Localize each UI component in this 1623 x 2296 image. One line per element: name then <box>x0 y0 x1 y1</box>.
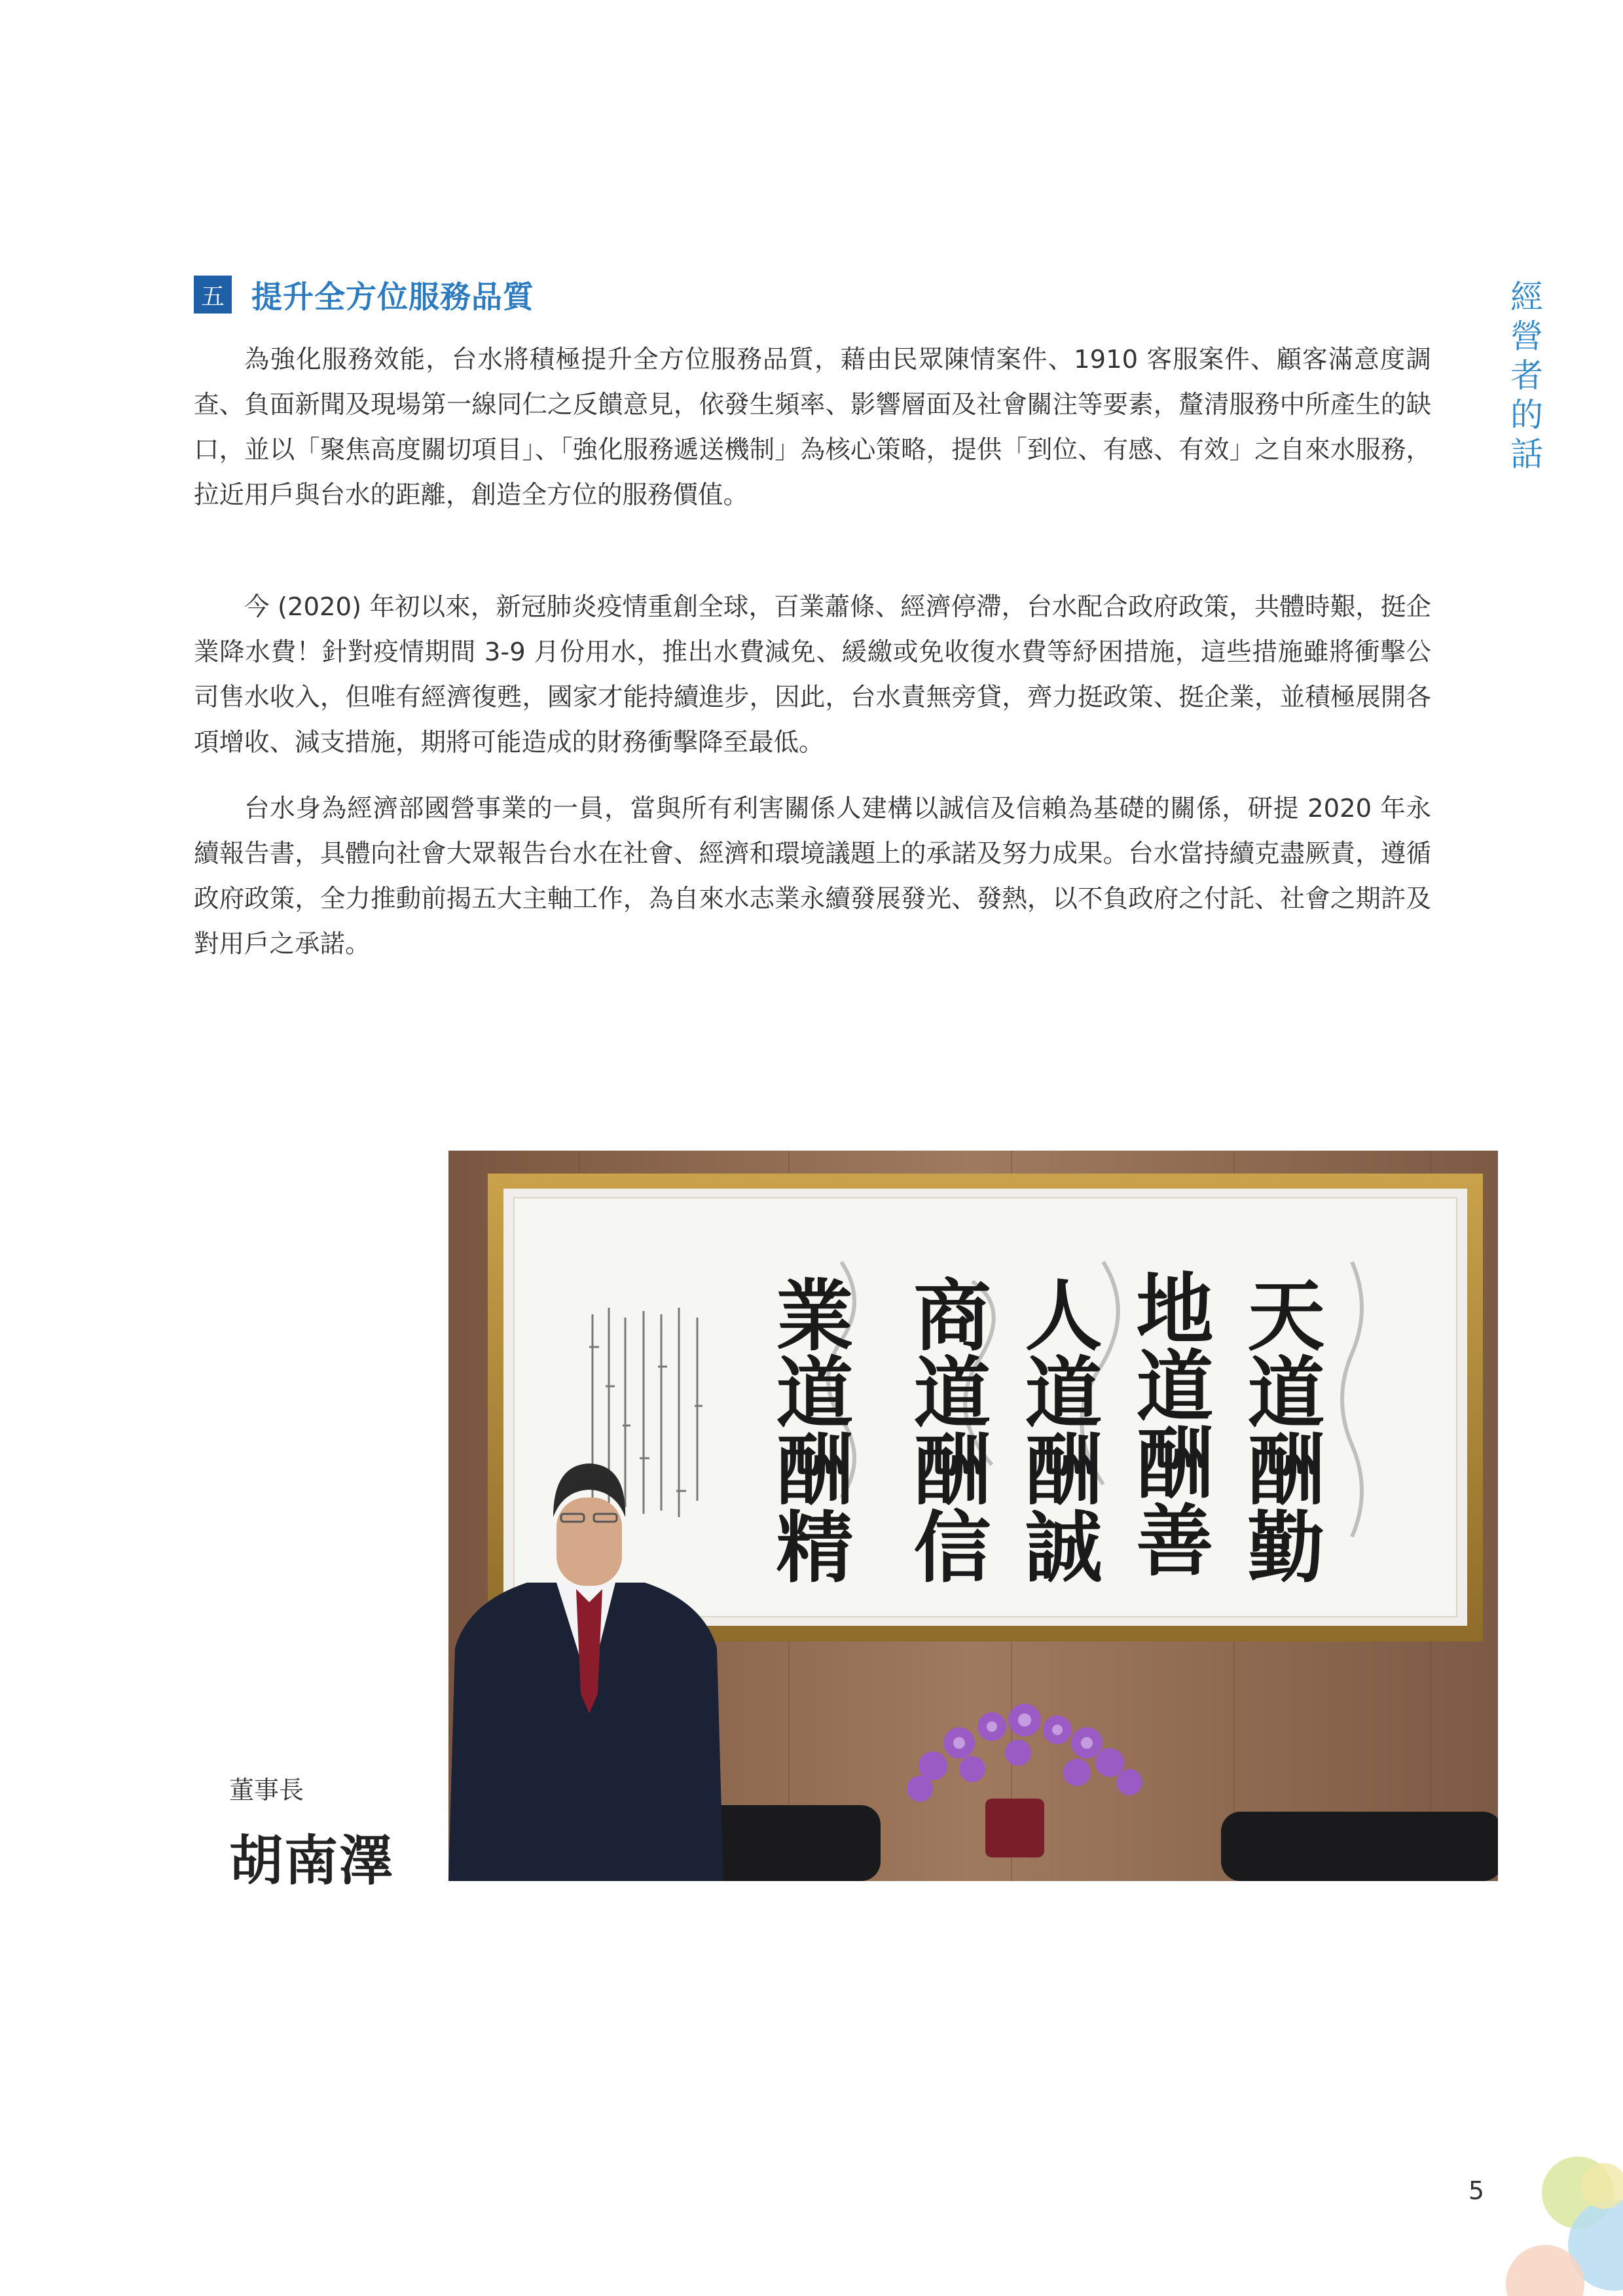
side-label-char: 話 <box>1510 435 1543 473</box>
calligraphy-column-3: 人道酬誠 <box>1012 1275 1103 1584</box>
side-label-char: 營 <box>1510 317 1543 355</box>
calligraphy-column-2: 地道酬善 <box>1123 1268 1214 1577</box>
calligraphy-column-4: 商道酬信 <box>900 1275 992 1584</box>
section-number-badge: 五 <box>194 276 232 314</box>
side-label-char: 經 <box>1510 278 1543 316</box>
chairman-photo <box>448 1151 1498 1881</box>
calligraphy-column-1: 天道酬勤 <box>1234 1275 1326 1584</box>
body-paragraph-2: 今 (2020) 年初以來，新冠肺炎疫情重創全球，百業蕭條、經濟停滯，台水配合政府政策，共體時艱，挺企業降水費！針對疫情期間 3-9 月份用水，推出水費減免、緩繳或免收復水費等紓困措施，這些措施雖將衝擊公司售水收入，但唯有經濟復甦，國家才能持續進步，因此，台水責無旁貸，齊力挺政策、挺企業，並積極展開各項增收、減支措施，期將可能造成的財務衝擊降至最低。 <box>194 592 1431 757</box>
side-chapter-label <box>1506 278 1548 474</box>
calligraphy-column-5: 業道酬精 <box>763 1275 854 1584</box>
chairman-title: 董事長 <box>229 1776 304 1804</box>
side-label-char: 的 <box>1510 396 1543 434</box>
section-title: 提升全方位服務品質 <box>251 279 534 315</box>
body-paragraph-3: 台水身為經濟部國營事業的一員，當與所有利害關係人建構以誠信及信賴為基礎的關係，研提 2020 年永續報告書，具體向社會大眾報告台水在社會、經濟和環境議題上的承諾及努力成果。台水當持續克盡厥責，遵循政府政策，全力推動前揭五大主軸工作，為自來水志業永續發展發光、發熱，以不負政府之付託、社會之期許及對用戶之承諾。 <box>194 794 1431 959</box>
corner-decoration <box>1460 2147 1623 2296</box>
body-paragraph-1: 為強化服務效能，台水將積極提升全方位服務品質，藉由民眾陳情案件、1910 客服案件、顧客滿意度調查、負面新聞及現場第一線同仁之反饋意見，依發生頻率、影響層面及社會關注等要素，釐清服務中所產生的缺口，並以「聚焦高度關切項目」、「強化服務遞送機制」為核心策略，提供「到位、有感、有效」之自來水服務，拉近用戶與台水的距離，創造全方位的服務價值。 <box>194 345 1431 510</box>
chairman-name: 胡南澤 <box>229 1830 395 1892</box>
side-label-char: 者 <box>1510 357 1543 395</box>
section-heading <box>194 274 534 315</box>
page-number: 5 <box>1468 2176 1485 2205</box>
